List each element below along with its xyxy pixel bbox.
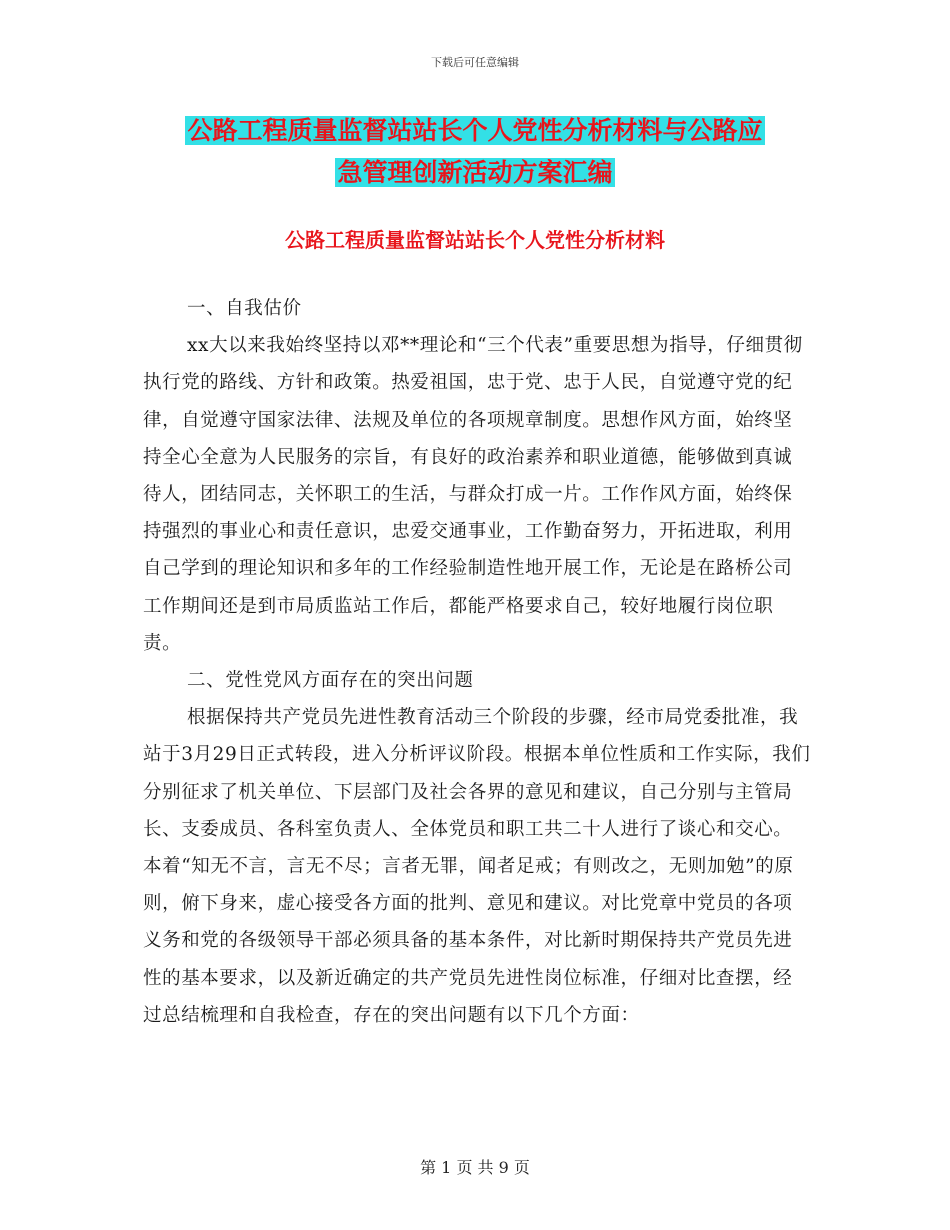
paragraph: xx大以来我始终坚持以邓**理论和“三个代表”重要思想为指导，仔细贯彻执行党的路线、方针和政策。热爱祖国，忠于党、忠于人民，自觉遵守党的纪律，自觉遵守国家法律、法规及单位的各项规章制度。思想作风方面，始终坚持全心全意为人民服务的宗旨，有良好的政治素养和职业道德，能够做到真诚待人，团结同志，关怀职工的生活，与群众打成一片。工作作风方面，始终保持强烈的事业心和责任意识，忠爱交通事业，工作勤奋努力，开拓进取，利用自己学到的理论知识和多年的工作经验制造性地开展工作，无论是在路桥公司工作期间还是到市局质监站工作后，都能严格要求自己，较好地履行岗位职责。: [143, 335, 803, 654]
heading-problems: 二、党性党风方面存在的突出问题: [187, 670, 474, 692]
section-title: 公路工程质量监督站站长个人党性分析材料: [285, 228, 665, 252]
heading-self-assessment: 一、自我估价: [187, 298, 302, 319]
document-title-line-2: 急管理创新活动方案汇编: [337, 158, 613, 187]
paragraph: 根据保持共产党员先进性教育活动三个阶段的步骤，经市局党委批准，我站于3月29日正式转段，进入分析评议阶段。根据本单位性质和工作实际，我们分别征求了机关单位、下层部门及社会各界的意见和建议，自己分别与主管局长、支委成员、各科室负责人、全体党员和职工共二十人进行了谈心和交心。本着“知无不言，言无不尽；言者无罪，闻者足戒；有则改之，无则加勉”的原则，俯下身来，虚心接受各方面的批判、意见和建议。对比党章中党员的各项义务和党的各级领导干部必须具备的基本条件，对比新时期保持共产党员先进性的基本要求，以及新近确定的共产党员先进性岗位标准，仔细对比查摆，经过总结梳理和自我检查，存在的突出问题有以下几个方面：: [143, 707, 811, 1026]
document-body: [143, 290, 811, 1034]
page-footer: 第 1 页 共 9 页: [420, 1158, 530, 1177]
page-header-note: 下载后可任意编辑: [431, 56, 519, 69]
document-title-line-1: 公路工程质量监督站站长个人党性分析材料与公路应: [187, 116, 763, 145]
